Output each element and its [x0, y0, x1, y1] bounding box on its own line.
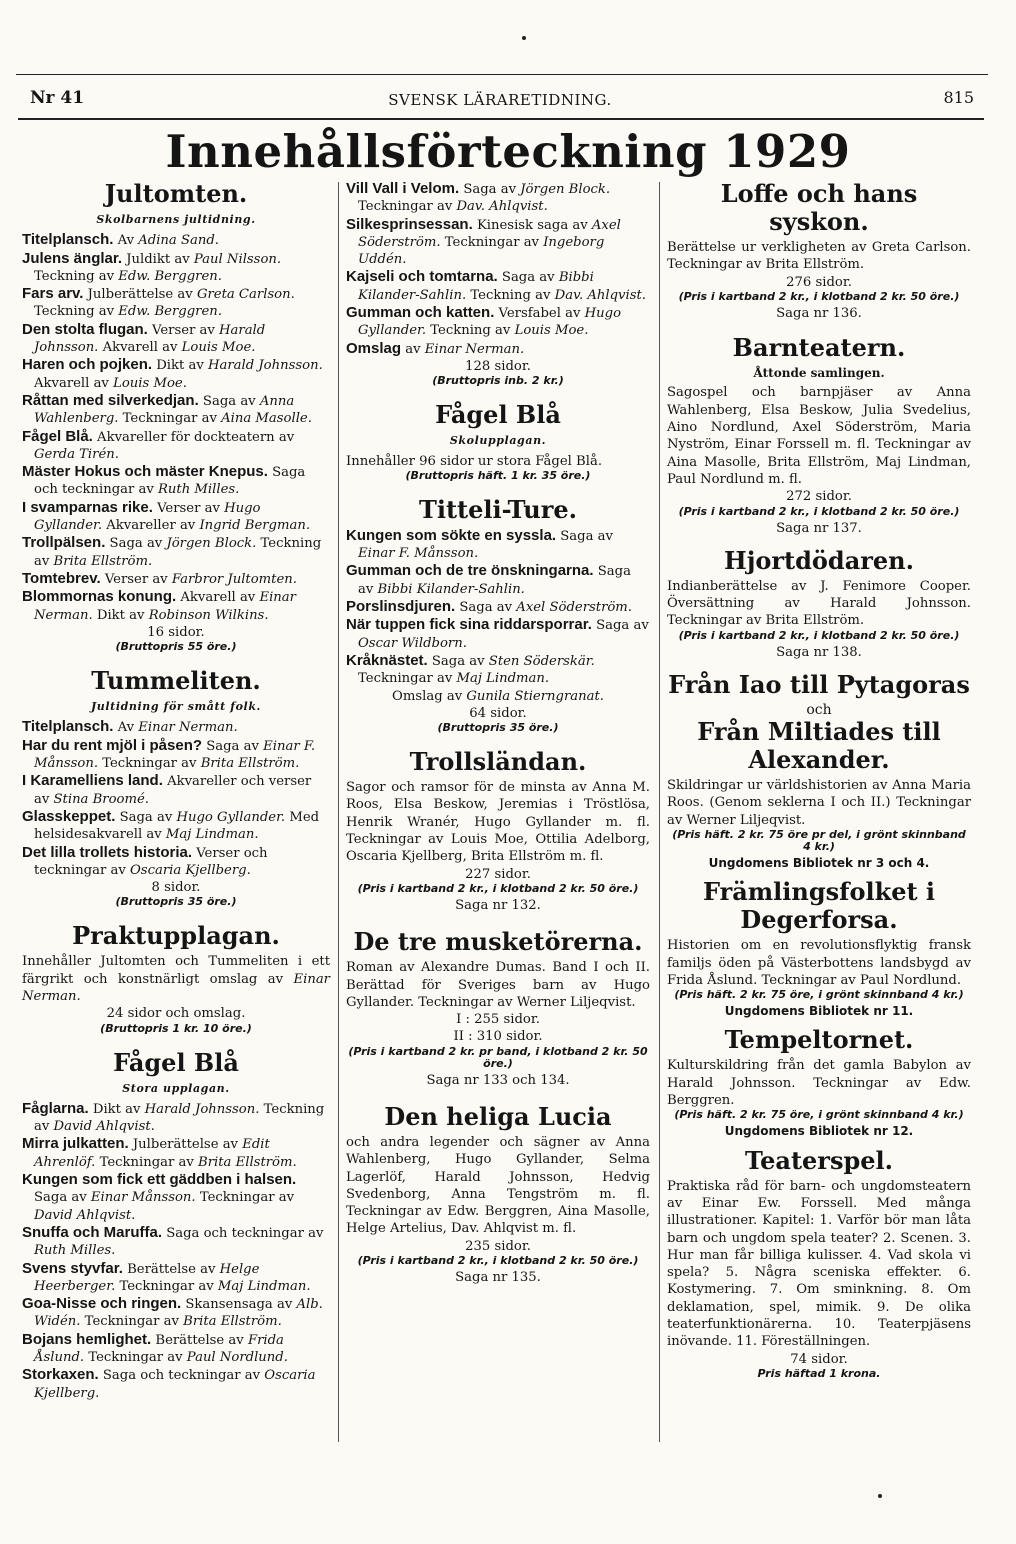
item-title: Har du rent mjöl i påsen? — [22, 736, 203, 754]
section-heading: Från Iao till Pytagoras — [668, 670, 970, 700]
saga-number: Saga nr 138. — [776, 644, 862, 660]
section-heading: De tre musketörerna. — [353, 927, 643, 957]
series-label: Ungdomens Bibliotek nr 3 och 4. — [708, 855, 930, 870]
item-text: Dikt av — [88, 1101, 145, 1117]
list-item — [346, 304, 650, 340]
page-count: 24 sidor och omslag. — [106, 1006, 246, 1022]
list-item — [346, 527, 650, 563]
item-title: Haren och pojken. — [22, 356, 153, 374]
item-author: David Ahlqvist. — [34, 1207, 136, 1223]
section-text: Sagor och ramsor för de minsta av Anna M. Roos, Elsa Beskow, Jeremias i Tröstlösa, Henrik Wranér, Hugo Gyllander m. fl. Teckningar av Louis Moe, Ottilia Adelborg, Oscaria Kjellberg, Brita Ellström m. fl. — [346, 780, 650, 865]
item-author: Einar Månsson. — [90, 1190, 196, 1206]
page-count: 8 sidor. — [151, 880, 201, 896]
list-item — [22, 1366, 330, 1402]
item-author: Edw. Berggren. — [118, 268, 222, 284]
item-text: Saga och teckningar av — [34, 465, 306, 498]
list-item — [22, 772, 330, 808]
item-title: Tomtebrev. — [22, 569, 101, 587]
section-text: Historien om en revolutionsflyktig fransk familjs öden på Västerbottens landsbygd av Frida Åslund. Teckningar av Paul Nordlund. — [667, 938, 971, 988]
item-title: Den stolta flugan. — [22, 320, 148, 338]
item-author: Harald Johnsson. — [34, 322, 266, 356]
item-text: Juldikt av — [122, 251, 194, 267]
list-item — [22, 1224, 330, 1260]
page-count: I : 255 sidor. — [456, 1012, 540, 1028]
list-item — [22, 1260, 330, 1296]
item-list — [22, 231, 330, 624]
column-1 — [22, 180, 330, 1402]
item-list — [22, 718, 330, 879]
item-author: Brita Ellström. — [183, 1314, 282, 1330]
item-title: Kajseli och tomtarna. — [346, 268, 498, 286]
price: (Pris i kartband 2 kr. pr band, i klotband 2 kr. 50 öre.) — [348, 1044, 648, 1070]
price: (Pris häft. 2 kr. 75 öre, i grönt skinnband 4 kr.) — [674, 1108, 964, 1122]
page-count: 74 sidor. — [790, 1351, 848, 1367]
item-title: Storkaxen. — [22, 1366, 99, 1384]
list-item — [22, 321, 330, 357]
item-text: Verser av — [152, 500, 225, 516]
item-author: Anna Wahlenberg. — [34, 393, 295, 427]
item-author: Oscaria Kjellberg. — [34, 1368, 316, 1401]
item-author: Hugo Gyllander. — [358, 306, 622, 339]
item-author: Paul Nordlund. — [186, 1350, 288, 1366]
item-list — [346, 180, 650, 358]
item-text: Akvarell av — [98, 340, 182, 356]
item-title: Kungen som fick ett gäddben i halsen. — [22, 1171, 297, 1189]
section-heading: Barnteatern. — [732, 333, 906, 363]
item-author: Brita Ellström. — [53, 553, 153, 569]
item-text: Saga och teckningar av — [162, 1225, 324, 1241]
item-text: Akvareller av — [102, 518, 200, 534]
section-text-body: Innehåller Jultomten och Tummeliten i ett färgrikt och konstnärligt omslag av — [22, 954, 330, 987]
top-rule — [16, 74, 988, 75]
list-item — [22, 737, 330, 773]
page-count: 64 sidor. — [469, 705, 527, 721]
page-count: 235 sidor. — [465, 1238, 531, 1254]
list-item — [22, 588, 330, 624]
list-item — [22, 1171, 330, 1224]
item-text: Dikt av — [92, 607, 149, 623]
section-heading: Från Miltiades till Alexander. — [697, 717, 941, 775]
item-text: Teckning av — [34, 1101, 325, 1135]
item-title: Gumman och de tre önskningarna. — [346, 562, 594, 580]
price: (Pris i kartband 2 kr., i klotband 2 kr. 50 öre.) — [678, 628, 960, 642]
item-text: Teckningar av — [195, 1190, 295, 1206]
item-text: Saga av — [202, 738, 264, 754]
section-text: Praktiska råd för barn- och ungdomsteatern av Einar Ew. Forssell. Med många illustrationer. Kapitel: 1. Varför bör man låta barn och ungdom spela teater? 2. Scenen. 3. Hur man får billiga kulisser. 4. Vad skola vi spela? 5. Några sceniska effekter. 6. Kostymering. 7. Om sminkning. 8. Om deklamation, spel, mimik. 9. De olika teaterfunktionärerna. 10. Teaterpjäsens inövande. 11. Föreställningen. — [667, 1178, 971, 1350]
item-text: Teckningar av — [358, 671, 457, 687]
page-count: 272 sidor. — [786, 489, 852, 505]
item-author: Ruth Milles. — [34, 1243, 116, 1259]
column-divider — [659, 182, 660, 1442]
column-2 — [346, 180, 650, 1286]
section-subtitle: Stora upplagan. — [122, 1081, 230, 1095]
item-title: Fars arv. — [22, 285, 84, 303]
item-title: Omslag — [346, 339, 402, 357]
list-item — [22, 250, 330, 286]
item-author: Aina Masolle. — [221, 411, 312, 427]
item-title: Råttan med silverkedjan. — [22, 391, 199, 409]
price: (Pris i kartband 2 kr., i klotband 2 kr. 50 öre.) — [357, 881, 639, 895]
price: (Pris häft. 2 kr. 75 öre pr del, i grönt skinnband 4 kr.) — [672, 827, 966, 853]
item-title: Julens änglar. — [22, 249, 123, 267]
section-heading: Fågel Blå — [113, 1047, 239, 1077]
price: (Bruttopris 35 öre.) — [437, 721, 559, 735]
item-text: Saga av — [591, 618, 649, 634]
item-author: David Ahlqvist. — [53, 1119, 155, 1135]
item-text: Teckning av — [466, 287, 555, 303]
item-author: Jörgen Block. — [166, 536, 257, 552]
item-title: Det lilla trollets historia. — [22, 843, 193, 861]
item-text: Saga av — [358, 564, 631, 597]
item-author: Axel Söderström. — [516, 600, 633, 616]
list-item — [22, 1331, 330, 1367]
list-item — [22, 392, 330, 428]
section-text-author: Einar Nerman. — [22, 971, 330, 1004]
item-title: Porslinsdjuren. — [346, 598, 456, 616]
item-author: Hugo Gyllander. — [34, 500, 261, 534]
section-heading: Fågel Blå — [435, 400, 561, 430]
section-heading: Jultomten. — [104, 179, 248, 208]
list-item — [22, 285, 330, 321]
section-heading: Titteli-Ture. — [418, 494, 577, 524]
price: Pris häftad 1 krona. — [757, 1366, 881, 1380]
page-number: 815 — [943, 88, 974, 107]
item-author: Dav. Ahlqvist. — [456, 199, 548, 215]
section-text: Roman av Alexandre Dumas. Band I och II. Berättad för Sveriges barn av Hugo Gyllander. Teckningar av Werner Liljeqvist. — [346, 960, 650, 1010]
item-text: Saga av — [427, 653, 489, 669]
item-author: Edw. Berggren. — [118, 304, 222, 320]
item-text: Versfabel av — [494, 306, 585, 322]
item-author: Bibbi Kilander-Sahlin. — [358, 270, 594, 303]
item-author: Brita Ellström. — [198, 1154, 297, 1170]
list-item — [22, 1135, 330, 1171]
print-speck — [878, 1494, 882, 1498]
page-title: Innehållsförteckning 1929 — [165, 125, 851, 178]
item-text: Teckningar av — [358, 199, 457, 215]
list-item — [346, 216, 650, 269]
section-heading: Hjortdödaren. — [724, 545, 914, 575]
list-item — [22, 499, 330, 535]
item-author: Harald Johnsson. — [208, 358, 323, 374]
list-item — [22, 844, 330, 880]
item-text: Saga av — [198, 393, 260, 409]
item-author: Louis Moe. — [181, 340, 256, 356]
item-author: Einar F. Månsson. — [358, 546, 479, 562]
item-title: Goa-Nisse och ringen. — [22, 1295, 182, 1313]
item-title: Blommornas konung. — [22, 588, 177, 606]
price: (Pris i kartband 2 kr., i klotband 2 kr. 50 öre.) — [678, 289, 960, 303]
item-title: Mäster Hokus och mäster Knepus. — [22, 463, 268, 481]
item-text: Teckningar av — [95, 1154, 199, 1170]
section-heading: Loffe och hans syskon. — [720, 179, 918, 236]
list-item — [346, 616, 650, 652]
item-author: Stina Broomé. — [53, 791, 149, 807]
section-subtitle: Skolupplagan. — [449, 434, 547, 448]
item-title: Titelplansch. — [22, 231, 114, 249]
item-author: Dav. Ahlqvist. — [554, 287, 646, 303]
item-author: Robinson Wilkins. — [148, 607, 269, 623]
item-author: Adina Sand. — [138, 233, 220, 249]
series-label: Ungdomens Bibliotek nr 11. — [724, 1004, 914, 1019]
item-title: Kungen som sökte en syssla. — [346, 526, 557, 544]
section-text: Kulturskildring från det gamla Babylon av Harald Johnsson. Teckningar av Edw. Berggren. — [667, 1058, 971, 1109]
item-title: När tuppen fick sina riddarsporrar. — [346, 616, 592, 634]
item-text: Verser och teckningar av — [34, 845, 268, 878]
section-subtitle: Åttonde samlingen. — [753, 366, 885, 381]
list-item — [22, 1295, 330, 1331]
page-count: 276 sidor. — [786, 274, 852, 290]
item-author: Einar Nerman. — [138, 720, 238, 736]
page-count: 128 sidor. — [465, 358, 531, 374]
item-author: Louis Moe. — [514, 323, 589, 339]
item-title: Gumman och katten. — [346, 304, 495, 322]
cover-label: Omslag av — [392, 688, 467, 704]
saga-number: Saga nr 132. — [455, 897, 541, 913]
item-author: Farbror Jultomten. — [171, 571, 297, 587]
item-title: Fågel Blå. — [22, 427, 93, 445]
page-count: 16 sidor. — [147, 624, 205, 640]
item-text: Kinesisk saga av — [472, 217, 592, 233]
item-title: Fåglarna. — [22, 1099, 89, 1117]
item-author: Sten Söderskär. — [488, 653, 595, 669]
item-text: Teckning av — [34, 304, 119, 320]
price: (Pris i kartband 2 kr., i klotband 2 kr. 50 öre.) — [678, 504, 960, 518]
list-item — [22, 231, 330, 249]
item-text: Med helsidesakvarell av — [34, 809, 320, 843]
item-author: Gerda Tirén. — [34, 446, 119, 462]
item-author: Harald Johnsson. — [144, 1101, 260, 1117]
list-item — [346, 562, 650, 598]
cover-credit — [346, 688, 650, 705]
item-text: Av — [113, 720, 139, 736]
item-text: Skansensaga av — [181, 1297, 297, 1313]
journal-name: SVENSK LÄRARETIDNING. — [388, 91, 612, 109]
item-author: Einar Nerman. — [424, 341, 525, 357]
item-text: Saga av — [497, 270, 559, 286]
list-item — [22, 534, 330, 570]
list-item — [22, 463, 330, 499]
list-item — [346, 340, 650, 358]
list-item — [346, 598, 650, 616]
item-author: Helge Heerberger. — [34, 1261, 260, 1294]
section-heading: Den heliga Lucia — [384, 1101, 612, 1131]
item-author: Axel Söderström. — [358, 217, 621, 250]
item-author: Alb. Widén. — [34, 1297, 323, 1330]
item-text: Julberättelse av — [128, 1137, 243, 1153]
item-text: Teckningar av — [84, 1350, 187, 1366]
item-title: Mirra julkatten. — [22, 1135, 129, 1153]
section-text: Skildringar ur världshistorien av Anna Maria Roos. (Genom seklerna I och II.) Teckningar av Werner Liljeqvist. — [667, 778, 971, 828]
item-text: Av — [113, 233, 139, 249]
item-author: Jörgen Block. — [520, 182, 611, 197]
item-title: I Karamelliens land. — [22, 772, 163, 790]
list-item — [22, 570, 330, 588]
item-text: Teckning av — [34, 536, 322, 569]
page-header — [18, 86, 982, 116]
item-text: Teckning av — [34, 268, 119, 284]
item-text: Verser av — [147, 322, 220, 338]
section-text: Sagospel och barnpjäser av Anna Wahlenberg, Elsa Beskow, Julia Svedelius, Aino Nordlund, Axel Söderström, Maria Nyström, Einar Forssell m. fl. Teckningar av Aina Masolle, Brita Ellström, Maj Lindman, Paul Nordlund m. fl. — [667, 385, 971, 487]
item-text: Teckningar av — [115, 1278, 218, 1294]
item-title: Glasskeppet. — [22, 807, 116, 825]
item-author: Greta Carlson. — [196, 287, 295, 303]
item-author: Oscar Wildborn. — [358, 635, 467, 651]
item-author: Maj Lindman. — [217, 1278, 311, 1294]
item-title: Vill Vall i Velom. — [346, 180, 460, 197]
item-title: Kråknästet. — [346, 651, 428, 669]
item-text: Teckningar av — [440, 234, 544, 250]
item-text: Saga av — [556, 528, 613, 544]
item-author: Maj Lindman. — [456, 671, 550, 687]
list-item — [22, 808, 330, 844]
section-conjunction: och — [806, 702, 832, 719]
list-item — [346, 652, 650, 688]
section-heading: Tummeliten. — [91, 666, 261, 696]
item-author: Ingrid Bergman. — [199, 518, 311, 534]
item-title: Titelplansch. — [22, 718, 114, 736]
item-author: Hugo Gyllander. — [176, 809, 286, 825]
section-text: och andra legender och sägner av Anna Wahlenberg, Hugo Gyllander, Selma Lagerlöf, Harald Johnsson, Hedvig Svedenborg, Anna Tengström m. fl. Teckningar av Edw. Berggren, Aina Masolle, Helge Artelius, Dav. Ahlqvist m. fl. — [346, 1134, 650, 1237]
item-text: Akvareller och verser av — [34, 774, 312, 807]
item-text: Akvarell av — [176, 590, 260, 606]
section-heading: Trollsländan. — [409, 747, 587, 777]
item-author: Ruth Milles. — [158, 482, 240, 498]
price: (Pris i kartband 2 kr., i klotband 2 kr. 50 öre.) — [357, 1254, 639, 1268]
item-text: Akvarell av — [34, 375, 114, 391]
item-text: Saga av — [105, 536, 167, 552]
item-text: Julberättelse av — [83, 287, 197, 303]
section-text — [22, 953, 330, 1005]
series-label: Ungdomens Bibliotek nr 12. — [724, 1124, 914, 1139]
price: (Bruttopris inb. 2 kr.) — [432, 374, 564, 388]
print-speck — [522, 36, 526, 40]
price: (Bruttopris 35 öre.) — [115, 895, 237, 909]
item-author: Bibbi Kilander-Sahlin. — [377, 581, 525, 597]
item-author: Frida Åslund. — [34, 1332, 284, 1366]
item-author: Ingeborg Uddén. — [358, 234, 605, 268]
price: (Pris häft. 2 kr. 75 öre, i grönt skinnband 4 kr.) — [674, 988, 964, 1002]
item-author: Einar F. Månsson. — [34, 738, 316, 772]
column-3 — [667, 180, 971, 1382]
item-text: Teckningar av — [98, 756, 201, 772]
item-title: Svens styvfar. — [22, 1259, 123, 1277]
section-subtitle: Skolbarnens jultidning. — [96, 213, 256, 226]
page-count: II : 310 sidor. — [453, 1029, 543, 1045]
issue-number: Nr 41 — [30, 88, 85, 108]
item-text: Dikt av — [152, 358, 209, 374]
item-text: Teckning av — [426, 323, 515, 339]
price: (Bruttopris 1 kr. 10 öre.) — [100, 1021, 252, 1035]
header-rule — [18, 118, 984, 120]
column-divider — [338, 182, 339, 1442]
saga-number: Saga nr 136. — [776, 305, 862, 321]
list-item — [346, 268, 650, 304]
item-list — [22, 1100, 330, 1402]
item-text: Saga av — [455, 600, 517, 616]
item-text: Berättelse av — [122, 1261, 220, 1277]
item-author: Louis Moe. — [113, 375, 187, 391]
item-title: Silkesprinsessan. — [346, 215, 473, 233]
section-heading: Praktupplagan. — [72, 921, 280, 951]
item-text: Saga av — [34, 1190, 91, 1206]
item-text: Verser av — [100, 571, 172, 587]
item-author: Paul Nilsson. — [193, 251, 282, 267]
price: (Bruttopris 55 öre.) — [115, 640, 237, 654]
item-author: Einar Nerman. — [34, 590, 296, 623]
item-title: Trollpälsen. — [22, 534, 106, 552]
saga-number: Saga nr 135. — [455, 1270, 541, 1286]
item-text: Saga av — [115, 809, 177, 825]
item-text: av — [401, 341, 425, 357]
list-item — [22, 428, 330, 464]
item-text: Berättelse av — [151, 1332, 248, 1348]
section-text: Indianberättelse av J. Fenimore Cooper. Översättning av Harald Johnsson. Teckningar av Brita Ellström. — [667, 578, 971, 629]
section-heading: Främlingsfolket i Degerforsa. — [702, 877, 936, 935]
list-item — [346, 180, 650, 216]
saga-number: Saga nr 137. — [776, 520, 862, 536]
saga-number: Saga nr 133 och 134. — [426, 1072, 570, 1088]
cover-author: Gunila Stierngranat. — [466, 688, 604, 704]
item-title: I svamparnas rike. — [22, 498, 153, 516]
section-subtitle: Jultidning för smått folk. — [91, 700, 261, 714]
list-item — [22, 1100, 330, 1136]
section-heading: Tempeltornet. — [724, 1025, 914, 1055]
item-text: Teckningar av — [118, 411, 222, 427]
item-author: Oscaria Kjellberg. — [130, 862, 251, 878]
item-title: Bojans hemlighet. — [22, 1330, 152, 1348]
list-item — [22, 718, 330, 736]
section-heading: Teaterspel. — [745, 1145, 893, 1175]
item-author: Maj Lindman. — [165, 827, 259, 843]
section-text: Berättelse ur verkligheten av Greta Carlson. Teckningar av Brita Ellström. — [667, 240, 971, 273]
price: (Bruttopris häft. 1 kr. 35 öre.) — [405, 468, 591, 482]
item-text: Saga av — [459, 182, 521, 197]
item-text: Akvareller för dockteatern av — [92, 429, 295, 445]
section-text: Innehåller 96 sidor ur stora Fågel Blå. — [346, 453, 603, 469]
item-list — [346, 527, 650, 688]
item-text: Teckningar av — [80, 1314, 184, 1330]
item-text: Saga och teckningar av — [98, 1368, 265, 1384]
page-count: 227 sidor. — [465, 866, 531, 882]
list-item — [22, 356, 330, 392]
item-title: Snuffa och Maruffa. — [22, 1223, 163, 1241]
item-author: Edit Ahrenlöf. — [34, 1137, 270, 1170]
item-author: Brita Ellström. — [200, 756, 300, 772]
